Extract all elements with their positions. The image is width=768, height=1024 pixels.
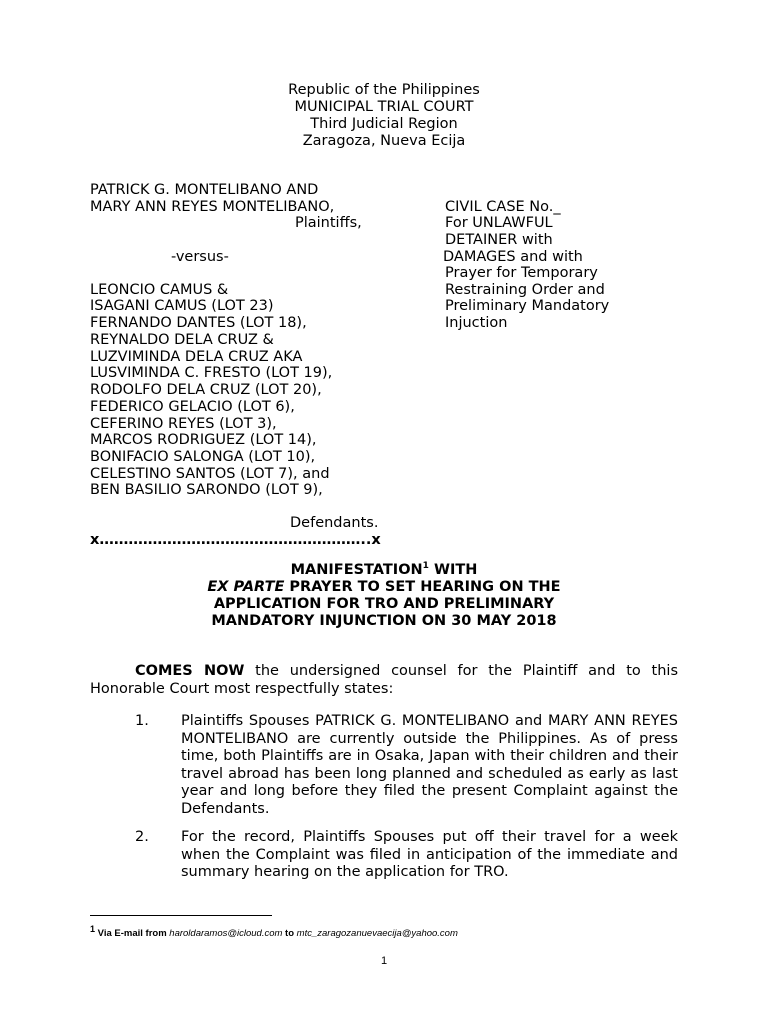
court-location: Zaragoza, Nueva Ecija [302, 133, 466, 149]
paragraph-text: Plaintiffs Spouses PATRICK G. MONTELIBANO and MARY ANN REYES MONTELIBANO are currently outside the Philippines. As of press time, both Plaintiffs are in Osaka, Japan with their children and their travel abroad has been long planned and scheduled as early as last year and long before they filed the present Complaint against the Defendants. [181, 713, 678, 817]
case-line: Injuction [445, 315, 508, 331]
defendant-line: ISAGANI CAMUS (LOT 23) [90, 298, 274, 314]
footnote-email-to: mtc_zaragozanuevaecija@yahoo.com [296, 928, 458, 939]
court-region: Third Judicial Region [310, 116, 458, 132]
footnote-reference: 1 [422, 561, 429, 572]
defendant-line: CEFERINO REYES (LOT 3), [90, 416, 277, 432]
defendants-label: Defendants. [290, 515, 379, 531]
versus-label: -versus- [171, 249, 229, 265]
defendant-line: MARCOS RODRIGUEZ (LOT 14), [90, 432, 317, 448]
case-line: CIVIL CASE No._ [445, 199, 561, 215]
defendant-line: CELESTINO SANTOS (LOT 7), and [90, 466, 330, 482]
footnote: $^1$ Via E-mail from haroldaramos@icloud.com to mtc_zaragozanuevaecija@yahoo.com [90, 923, 458, 939]
defendant-line: LEONCIO CAMUS & [90, 282, 229, 298]
plaintiffs-line-2: MARY ANN REYES MONTELIBANO, [90, 199, 335, 215]
defendant-line: BEN BASILIO SARONDO (LOT 9), [90, 482, 323, 498]
document-title-line-3: APPLICATION FOR TRO AND PRELIMINARY [213, 596, 555, 612]
court-republic: Republic of the Philippines [288, 82, 480, 98]
plaintiffs-line-1: PATRICK G. MONTELIBANO AND [90, 182, 319, 198]
case-line: Restraining Order and [445, 282, 605, 298]
case-line: Prayer for Temporary [445, 265, 598, 281]
case-line: DETAINER with [445, 232, 553, 248]
footnote-email-from: haroldaramos@icloud.com [169, 928, 283, 939]
case-line: DAMAGES and with [443, 249, 583, 265]
paragraph-number: 1. [135, 713, 149, 729]
defendant-line: RODOLFO DELA CRUZ (LOT 20), [90, 382, 322, 398]
caption-separator: x………………………………………………..x [90, 532, 381, 548]
footnote-separator [90, 915, 272, 916]
page-number: 1 [380, 955, 388, 967]
defendant-line: FEDERICO GELACIO (LOT 6), [90, 399, 295, 415]
court-name: MUNICIPAL TRIAL COURT [294, 99, 474, 115]
defendant-line: LUSVIMINDA C. FRESTO (LOT 19), [90, 365, 333, 381]
defendant-line: LUZVIMINDA DELA CRUZ AKA [90, 349, 303, 365]
document-title-line-1: MANIFESTATION$^1$ WITH [290, 561, 478, 578]
defendant-line: REYNALDO DELA CRUZ & [90, 332, 274, 348]
intro-paragraph: COMES NOW the undersigned counsel for the Plaintiff and to this Honorable Court most respectfully states: [90, 663, 678, 697]
case-line: For UNLAWFUL [445, 215, 553, 231]
case-line: Preliminary Mandatory [445, 298, 610, 314]
paragraph-text: For the record, Plaintiffs Spouses put off their travel for a week when the Complaint was filed in anticipation of the immediate and summary hearing on the application for TRO. [181, 829, 678, 880]
paragraph-number: 2. [135, 829, 149, 845]
document-title-line-2: EX PARTE PRAYER TO SET HEARING ON THE [207, 579, 561, 595]
plaintiffs-label: Plaintiffs, [295, 215, 362, 231]
defendant-line: FERNANDO DANTES (LOT 18), [90, 315, 307, 331]
defendant-line: BONIFACIO SALONGA (LOT 10), [90, 449, 316, 465]
document-title-line-4: MANDATORY INJUNCTION ON 30 MAY 2018 [211, 613, 557, 629]
